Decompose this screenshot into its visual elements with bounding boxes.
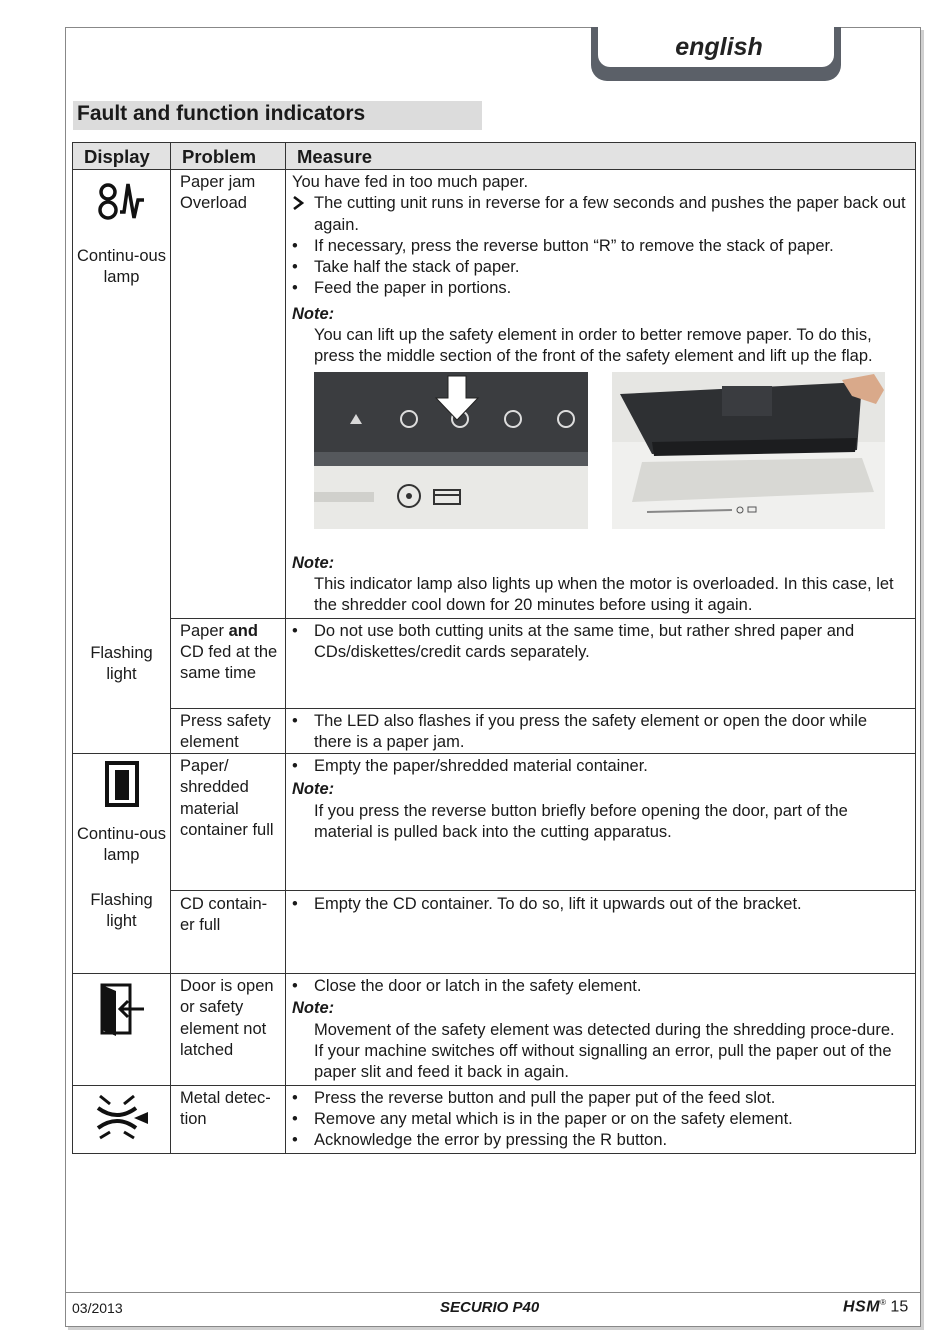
header-display: Display xyxy=(73,143,171,170)
problem-text: Overload xyxy=(180,194,247,213)
table-header-row xyxy=(73,143,916,170)
language-label: english xyxy=(598,27,834,67)
control-panel-photo xyxy=(314,372,588,529)
measure-text: Do not use both cutting units at the same time, but rather shred paper and CDs/diskettes/credit cards separately. xyxy=(314,621,855,661)
bullet-item: • Press the reverse button and pull the paper put of the feed slot. xyxy=(292,1088,907,1109)
bullet-item: • Take half the stack of paper. xyxy=(292,257,907,278)
brand-mark: ® xyxy=(880,1298,886,1307)
photo-row xyxy=(314,372,907,529)
bullet-item: • Remove any metal which is in the paper or on the safety element. xyxy=(292,1109,907,1130)
measure-cell xyxy=(286,708,916,754)
table-row xyxy=(73,170,916,619)
note-text: You can lift up the safety element in order to better remove paper. To do this, press the middle section of the front of the safety element and lift up the flap. xyxy=(314,326,873,366)
footer-brand-page xyxy=(843,1298,908,1316)
note-label: Note: xyxy=(292,304,335,323)
bullet-item: • If necessary, press the reverse button “R” to remove the stack of paper. xyxy=(292,236,907,257)
measure-text: If necessary, press the reverse button “R” to remove the stack of paper. xyxy=(314,236,834,255)
problem-cell xyxy=(171,170,286,619)
note-label: Note: xyxy=(292,553,335,572)
measure-text: Feed the paper in portions. xyxy=(314,279,512,298)
paper-jam-icon xyxy=(94,178,150,224)
table-row xyxy=(73,891,916,974)
footer-divider xyxy=(66,1292,920,1293)
problem-text-bold: and xyxy=(228,621,258,640)
measure-text: You have fed in too much paper. xyxy=(292,173,529,191)
measure-cell xyxy=(286,891,916,974)
note-text: This indicator lamp also lights up when the motor is overloaded. In this case, let the shredder cool down for 20 minutes before using it again. xyxy=(314,574,894,615)
measure-text: Press the reverse button and pull the paper put of the feed slot. xyxy=(314,1088,776,1107)
bullet-item: • Empty the CD container. To do so, lift it upwards out of the bracket. xyxy=(292,894,907,915)
container-full-icon xyxy=(104,760,140,808)
measure-text: Empty the paper/shredded material container. xyxy=(314,757,648,776)
bullet-item: • Empty the paper/shredded material container. xyxy=(292,756,907,777)
table-row xyxy=(73,754,916,891)
bullet-item: • Close the door or latch in the safety element. xyxy=(292,976,907,997)
display-label: Continu-ous lamp xyxy=(77,825,166,865)
arrow-item xyxy=(292,193,907,236)
header-measure: Measure xyxy=(286,143,916,170)
measure-text: Close the door or latch in the safety element. xyxy=(314,977,642,996)
display-label: Continu-ous lamp xyxy=(77,247,166,287)
brand-logo: HSM xyxy=(843,1298,881,1316)
display-cell xyxy=(73,754,171,974)
problem-cell xyxy=(171,974,286,1085)
measure-text: Remove any metal which is in the paper or on the safety element. xyxy=(314,1109,793,1128)
problem-text: Door is open or safety element not latched xyxy=(180,977,274,1060)
display-cell xyxy=(73,1085,171,1153)
problem-cell xyxy=(171,708,286,754)
note-label: Note: xyxy=(292,780,335,799)
problem-text: Paper xyxy=(180,621,229,640)
problem-text: Press safety element xyxy=(180,711,271,751)
problem-text: Paper/ shredded material container full xyxy=(180,757,274,840)
measure-text: Empty the CD container. To do so, lift it upwards out of the bracket. xyxy=(314,895,802,914)
measure-cell xyxy=(286,754,916,891)
problem-text: Paper jam xyxy=(180,173,256,191)
measure-text: The cutting unit runs in reverse for a few seconds and pushes the paper back out again. xyxy=(314,194,906,234)
note-text: Movement of the safety element was detected during the shredding proce-dure. If your machine switches off without signalling an error, pull the paper out of the paper slit and feed it back in again. xyxy=(314,1020,895,1082)
table-row xyxy=(73,708,916,754)
measure-cell xyxy=(286,1085,916,1153)
table-row xyxy=(73,974,916,1085)
bullet-item: • Acknowledge the error by pressing the R button. xyxy=(292,1130,907,1151)
problem-text: CD fed at the same time xyxy=(180,642,278,683)
problem-text: CD contain-er full xyxy=(180,895,268,935)
door-open-icon xyxy=(98,982,146,1036)
display-label: Flashing light xyxy=(90,890,153,931)
lifted-flap-photo xyxy=(612,372,885,529)
problem-cell xyxy=(171,891,286,974)
measure-cell xyxy=(286,170,916,619)
display-cell xyxy=(73,170,171,754)
metal-detection-icon xyxy=(94,1092,150,1142)
problem-cell xyxy=(171,618,286,708)
measure-text: The LED also flashes if you press the safety element or open the door while there is a paper jam. xyxy=(314,711,868,751)
footer-model: SECURIO P40 xyxy=(440,1299,540,1316)
problem-text: Metal detec-tion xyxy=(180,1088,271,1128)
measure-cell xyxy=(286,974,916,1085)
header-problem: Problem xyxy=(171,143,286,170)
note-text: If you press the reverse button briefly before opening the door, part of the material is pulled back into the cutting apparatus. xyxy=(314,801,848,842)
measure-text: Take half the stack of paper. xyxy=(314,258,520,277)
table-row xyxy=(73,618,916,708)
section-title: Fault and function indicators xyxy=(73,101,482,130)
display-cell xyxy=(73,974,171,1085)
page-number: 15 xyxy=(890,1298,909,1316)
display-label: Flashing light xyxy=(90,643,153,683)
footer-date: 03/2013 xyxy=(72,1300,123,1316)
fault-table xyxy=(72,142,916,1154)
problem-cell xyxy=(171,1085,286,1153)
bullet-item: • The LED also flashes if you press the safety element or open the door while there is a paper jam. xyxy=(292,711,907,754)
table-row xyxy=(73,1085,916,1153)
bullet-item: • Do not use both cutting units at the same time, but rather shred paper and CDs/diskettes/credit cards separately. xyxy=(292,621,907,664)
note-label: Note: xyxy=(292,999,335,1018)
measure-cell xyxy=(286,618,916,708)
measure-text: Acknowledge the error by pressing the R button. xyxy=(314,1131,668,1150)
arrow-icon xyxy=(292,193,314,236)
bullet-item: • Feed the paper in portions. xyxy=(292,278,907,299)
problem-cell xyxy=(171,754,286,891)
